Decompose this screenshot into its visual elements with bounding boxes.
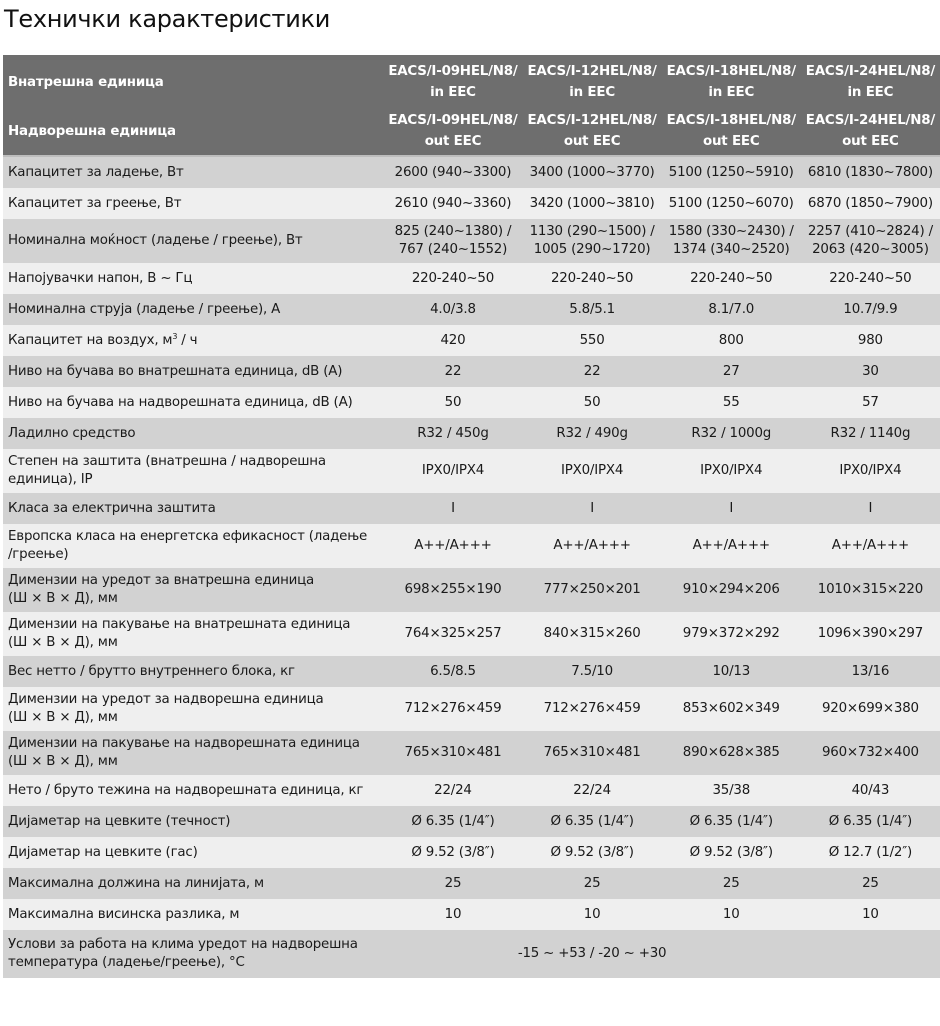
spec-value [662, 656, 801, 687]
spec-value-text: 40/43 [851, 782, 890, 798]
spec-value [523, 899, 662, 930]
model-suffix: in EEC [430, 85, 476, 100]
spec-value [662, 687, 801, 731]
spec-label-text: Номинална моќност (ладење / греење), Вт [8, 233, 303, 248]
spec-label-text: Класа за електрична заштита [8, 500, 216, 516]
spec-label [3, 188, 383, 219]
spec-label [3, 775, 383, 806]
model-suffix: in EEC [569, 85, 615, 100]
spec-value [523, 449, 662, 493]
spec-value-text: 979×372×292 [682, 626, 780, 641]
spec-value [801, 524, 940, 568]
superscript: 3 [172, 331, 178, 341]
spec-value [801, 356, 940, 387]
spec-value-text: Ø 9.52 (3/8″) [689, 844, 773, 860]
spec-value [523, 731, 662, 775]
spec-value-text: 220-240~50 [829, 270, 912, 286]
model-suffix: out EEC [563, 134, 621, 149]
spec-value-text: 6870 (1850~7900) [807, 195, 933, 211]
spec-value [662, 156, 801, 188]
spec-value-text: Ø 6.35 (1/4″) [689, 813, 773, 829]
spec-label [3, 806, 383, 837]
spec-value-text: 712×276×459 [404, 701, 502, 716]
spec-value [801, 568, 940, 612]
spec-label-text: Капацитет на воздух, м [8, 332, 173, 348]
spec-value [523, 294, 662, 325]
empty-cell [801, 930, 940, 978]
spec-value [523, 656, 662, 687]
spec-value-text: 10 [583, 906, 601, 922]
model-name: EACS/I-18HEL/N8/ [666, 113, 796, 128]
spec-value-text: 25 [583, 875, 601, 891]
spec-value [383, 356, 522, 387]
spec-row [3, 387, 940, 418]
spec-value [523, 387, 662, 418]
outdoor-model-header [801, 107, 940, 156]
spec-label-text: Димензии на уредот за надворешна единица [8, 692, 324, 707]
spec-value [662, 263, 801, 294]
spec-value-text: 30 [862, 363, 879, 379]
spec-value-text: I [451, 500, 455, 516]
spec-value-text: 1005 (290~1720) [533, 242, 651, 257]
spec-label-text: Вес нетто / брутто внутреннего блока, кг [8, 663, 295, 679]
spec-row [3, 731, 940, 775]
spec-value [662, 418, 801, 449]
spec-value [662, 731, 801, 775]
spec-value-text: Ø 6.35 (1/4″) [411, 813, 495, 829]
model-name: EACS/I-18HEL/N8/ [666, 64, 796, 79]
spec-value [662, 188, 801, 219]
spec-label-text: Максимална должина на линијата, м [8, 875, 264, 891]
spec-row [3, 325, 940, 356]
spec-value-text: 777×250×201 [543, 582, 641, 597]
spec-value [523, 868, 662, 899]
spec-value-text: 765×310×481 [404, 745, 502, 760]
spec-value [383, 568, 522, 612]
spec-value-text: 840×315×260 [543, 626, 641, 641]
spec-value-text: 960×732×400 [821, 745, 919, 760]
spec-value [383, 387, 522, 418]
spec-value-text: R32 / 490g [556, 425, 628, 441]
spec-value [383, 156, 522, 188]
spec-label [3, 656, 383, 687]
spec-value-text: 920×699×380 [821, 701, 919, 716]
indoor-model-header [662, 55, 801, 107]
spec-value [801, 188, 940, 219]
outdoor-model-header [523, 107, 662, 156]
model-suffix: in EEC [847, 85, 894, 100]
spec-label-text: Европска класа на енергетска ефикасност (ладење [8, 529, 368, 544]
spec-value-text: 6.5/8.5 [430, 663, 476, 679]
spec-label [3, 568, 383, 612]
spec-value [523, 775, 662, 806]
spec-value-text: 825 (240~1380) / [394, 224, 512, 239]
spec-label-text: Степен на заштита (внатрешна / надворешна [8, 454, 326, 469]
spec-value-text: 1130 (290~1500) / [529, 224, 655, 239]
spec-label-text: Ниво на бучава на надворешната единица, dB (A) [8, 394, 353, 410]
spec-label [3, 868, 383, 899]
spec-row [3, 418, 940, 449]
spec-value [801, 449, 940, 493]
model-name: EACS/I-12HEL/N8/ [527, 113, 657, 128]
spec-value [383, 219, 522, 263]
model-suffix: out EEC [424, 134, 482, 149]
spec-value [801, 868, 940, 899]
spec-value [801, 325, 940, 356]
spec-value-text: 10 [722, 906, 740, 922]
spec-value-text: 767 (240~1552) [398, 242, 508, 257]
spec-label-text: / ч [177, 332, 198, 348]
spec-value [662, 219, 801, 263]
model-name: EACS/I-24HEL/N8/ [805, 113, 936, 128]
spec-value-text: R32 / 450g [417, 425, 489, 441]
page-title: Технички карактеристики [4, 5, 331, 33]
spec-label-text: Димензии на уредот за внатрешна единица [8, 573, 315, 588]
spec-value-text: IPX0/IPX4 [561, 463, 624, 478]
specs-table [3, 55, 940, 978]
spec-row [3, 775, 940, 806]
operating-conditions-row [3, 930, 940, 978]
spec-value-text: IPX0/IPX4 [421, 463, 485, 478]
spec-value [523, 612, 662, 656]
spec-label [3, 263, 383, 294]
spec-value-text: 10/13 [712, 663, 751, 679]
spec-value-text: 3420 (1000~3810) [529, 195, 655, 211]
spec-value-text: 8.1/7.0 [708, 301, 755, 317]
spec-value-text: Ø 6.35 (1/4″) [828, 813, 913, 829]
spec-value-text: 35/38 [712, 782, 751, 798]
spec-value-text: I [729, 500, 734, 516]
spec-value-text: 2257 (410~2824) / [807, 224, 933, 239]
spec-label [3, 418, 383, 449]
spec-value-text: 220-240~50 [550, 270, 634, 286]
spec-value-text: 10.7/9.9 [843, 301, 898, 317]
spec-value [662, 356, 801, 387]
model-suffix: out EEC [842, 134, 899, 149]
spec-value [662, 568, 801, 612]
spec-value-text: A++/A+++ [831, 538, 910, 553]
spec-value-text: IPX0/IPX4 [839, 463, 902, 478]
spec-value [523, 493, 662, 524]
spec-value [801, 418, 940, 449]
spec-value [523, 156, 662, 188]
spec-value [662, 837, 801, 868]
spec-value-text: I [868, 500, 873, 516]
spec-value-text: 4.0/3.8 [430, 301, 476, 317]
spec-value-text: 1096×390×297 [817, 626, 924, 641]
spec-label [3, 294, 383, 325]
spec-value [383, 524, 522, 568]
spec-value-text: 55 [722, 394, 740, 410]
spec-value [383, 868, 522, 899]
spec-value-text: R32 / 1000g [691, 425, 772, 441]
spec-value [523, 263, 662, 294]
spec-value [801, 899, 940, 930]
spec-value [801, 687, 940, 731]
indoor-unit-label: Внатрешна единица [3, 55, 383, 107]
spec-value-text: 764×325×257 [404, 626, 502, 641]
spec-value [383, 493, 522, 524]
spec-value [523, 356, 662, 387]
spec-value [523, 219, 662, 263]
spec-value-text: 2063 (420~3005) [812, 242, 929, 257]
spec-label-text: Напојувачки напон, В ~ Гц [8, 270, 193, 286]
spec-row [3, 612, 940, 656]
spec-value-text: 10 [444, 906, 462, 922]
spec-label-text: температура (ладење/греење), °C [8, 955, 245, 970]
spec-value-text: 5100 (1250~6070) [668, 195, 794, 211]
spec-row [3, 294, 940, 325]
spec-row [3, 568, 940, 612]
spec-value-text: 3400 (1000~3770) [529, 164, 655, 180]
spec-label-text: Димензии на пакување на надворешната единица [8, 736, 360, 751]
spec-value-text: 10 [862, 906, 879, 922]
spec-value [523, 806, 662, 837]
spec-value [523, 568, 662, 612]
spec-label-text: Дијаметар на цевките (течност) [8, 813, 231, 829]
spec-value-text: 5.8/5.1 [569, 301, 615, 317]
spec-row [3, 524, 940, 568]
spec-label [3, 899, 383, 930]
spec-value [801, 731, 940, 775]
spec-value [801, 775, 940, 806]
spec-row [3, 263, 940, 294]
spec-value-text: 890×628×385 [682, 745, 780, 760]
spec-value [662, 449, 801, 493]
spec-row [3, 356, 940, 387]
spec-value [383, 806, 522, 837]
spec-value [662, 868, 801, 899]
spec-value-text: 220-240~50 [690, 270, 773, 286]
spec-value [662, 775, 801, 806]
spec-label [3, 219, 383, 263]
spec-value [662, 524, 801, 568]
spec-label-text: (Ш × В × Д), мм [8, 710, 118, 725]
spec-label [3, 837, 383, 868]
spec-label-text: Номинална струја (ладење / греење), А [8, 301, 281, 317]
spec-value-text: 22/24 [434, 782, 472, 798]
spec-value [383, 837, 522, 868]
model-suffix: in EEC [708, 85, 755, 100]
spec-value [662, 612, 801, 656]
spec-row [3, 449, 940, 493]
spec-label [3, 493, 383, 524]
indoor-unit-header-row [3, 55, 940, 107]
spec-value [523, 524, 662, 568]
spec-row [3, 868, 940, 899]
spec-value-text: Ø 12.7 (1/2″) [828, 844, 913, 860]
spec-label-text: Услови за работа на клима уредот на надворешна [8, 937, 358, 952]
spec-value [383, 263, 522, 294]
spec-row [3, 687, 940, 731]
spec-row [3, 219, 940, 263]
spec-label-text: (Ш × В × Д), мм [8, 635, 118, 650]
spec-label-text: (Ш × В × Д), мм [8, 591, 118, 606]
spec-value-text: I [590, 500, 594, 516]
spec-value [523, 837, 662, 868]
indoor-model-header [523, 55, 662, 107]
spec-label [3, 687, 383, 731]
spec-value-text: 22 [444, 363, 462, 379]
spec-value [523, 188, 662, 219]
spec-value [801, 294, 940, 325]
spec-value [662, 806, 801, 837]
indoor-model-header [383, 55, 522, 107]
spec-value [801, 156, 940, 188]
spec-value-text: 25 [722, 875, 740, 891]
spec-row [3, 837, 940, 868]
spec-label [3, 612, 383, 656]
spec-value-text: 980 [857, 332, 883, 348]
outdoor-model-header [662, 107, 801, 156]
spec-value-text: 1374 (340~2520) [672, 242, 790, 257]
spec-label-text: Максимална висинска разлика, м [8, 906, 240, 922]
spec-value-text: 50 [444, 394, 462, 410]
spec-value [383, 731, 522, 775]
spec-value-text: Ø 9.52 (3/8″) [550, 844, 634, 860]
spec-value [383, 418, 522, 449]
spec-value [662, 325, 801, 356]
spec-row [3, 188, 940, 219]
spec-label-text: Капацитет за ладење, Вт [8, 164, 184, 180]
model-name: EACS/I-09HEL/N8/ [388, 64, 518, 79]
spec-value-text: 22/24 [573, 782, 611, 798]
spec-value-text: Ø 6.35 (1/4″) [550, 813, 634, 829]
spec-row [3, 899, 940, 930]
spec-value-text: A++/A+++ [553, 538, 631, 553]
spec-value-text: 22 [583, 363, 601, 379]
spec-value [383, 449, 522, 493]
spec-value [662, 294, 801, 325]
spec-value-text: 698×255×190 [404, 582, 502, 597]
spec-value [383, 294, 522, 325]
spec-value [801, 656, 940, 687]
spec-value-text: Ø 9.52 (3/8″) [411, 844, 495, 860]
model-name: EACS/I-09HEL/N8/ [388, 113, 518, 128]
spec-value [383, 775, 522, 806]
spec-value [383, 687, 522, 731]
spec-value-text: 853×602×349 [682, 701, 780, 716]
operating-range-value: -15 ~ +53 / -20 ~ +30 [383, 930, 800, 978]
spec-label [3, 356, 383, 387]
spec-label-text: единица), IP [8, 472, 93, 487]
spec-label-text: Нето / бруто тежина на надворешната единица, кг [8, 782, 364, 798]
spec-value [801, 837, 940, 868]
spec-label [3, 449, 383, 493]
spec-value-text: 2610 (940~3360) [394, 195, 512, 211]
outdoor-unit-header-row [3, 107, 940, 156]
spec-value [662, 899, 801, 930]
spec-label-text: (Ш × В × Д), мм [8, 754, 118, 769]
spec-value-text: A++/A+++ [692, 538, 770, 553]
spec-label-text: Димензии на пакување на внатрешната единица [8, 617, 351, 632]
spec-value [523, 418, 662, 449]
spec-value-text: 420 [440, 332, 466, 348]
outdoor-model-header [383, 107, 522, 156]
spec-value [383, 612, 522, 656]
spec-value [801, 806, 940, 837]
spec-value [383, 188, 522, 219]
spec-value [801, 493, 940, 524]
spec-value [523, 687, 662, 731]
spec-value-text: 1010×315×220 [817, 582, 924, 597]
spec-value [801, 263, 940, 294]
spec-label [3, 930, 383, 978]
spec-row [3, 493, 940, 524]
spec-value-text: 13/16 [851, 663, 890, 679]
spec-label [3, 325, 383, 356]
spec-value [801, 387, 940, 418]
spec-value-text: R32 / 1140g [830, 425, 911, 441]
spec-value [662, 387, 801, 418]
spec-row [3, 156, 940, 188]
spec-value [801, 219, 940, 263]
spec-value [523, 325, 662, 356]
model-suffix: out EEC [702, 134, 760, 149]
spec-label [3, 387, 383, 418]
spec-row [3, 656, 940, 687]
spec-label-text: Ладилно средство [8, 425, 136, 441]
spec-value-text: 50 [583, 394, 601, 410]
spec-label-text: Ниво на бучава во внатрешната единица, dB (A) [8, 363, 343, 379]
spec-row [3, 806, 940, 837]
spec-value-text: A++/A+++ [414, 538, 492, 553]
spec-label [3, 731, 383, 775]
spec-value [383, 899, 522, 930]
spec-value [662, 493, 801, 524]
spec-value-text: 7.5/10 [571, 663, 613, 679]
spec-value-text: 5100 (1250~5910) [668, 164, 794, 180]
spec-value-text: 1580 (330~2430) / [668, 224, 794, 239]
spec-value [383, 656, 522, 687]
spec-value-text: 6810 (1830~7800) [807, 164, 933, 180]
spec-label [3, 156, 383, 188]
model-name: EACS/I-12HEL/N8/ [527, 64, 657, 79]
spec-label-text: Капацитет за греење, Вт [8, 195, 182, 211]
spec-value-text: IPX0/IPX4 [700, 463, 763, 478]
spec-value-text: 910×294×206 [682, 582, 780, 597]
spec-label-text: /греење) [8, 547, 69, 562]
spec-value [383, 325, 522, 356]
spec-value-text: 2600 (940~3300) [394, 164, 512, 180]
spec-value-text: 220-240~50 [411, 270, 495, 286]
outdoor-unit-label: Надворешна единица [3, 107, 383, 156]
spec-value-text: 57 [862, 394, 879, 410]
spec-value-text: 712×276×459 [543, 701, 641, 716]
spec-value-text: 550 [579, 332, 605, 348]
spec-value-text: 25 [862, 875, 879, 891]
spec-label-text: Дијаметар на цевките (гас) [8, 844, 198, 860]
spec-value-text: 765×310×481 [543, 745, 641, 760]
spec-value-text: 800 [718, 332, 744, 348]
model-name: EACS/I-24HEL/N8/ [805, 64, 936, 79]
spec-value-text: 27 [722, 363, 740, 379]
spec-label [3, 524, 383, 568]
spec-value-text: 25 [444, 875, 462, 891]
spec-value [801, 612, 940, 656]
indoor-model-header [801, 55, 940, 107]
